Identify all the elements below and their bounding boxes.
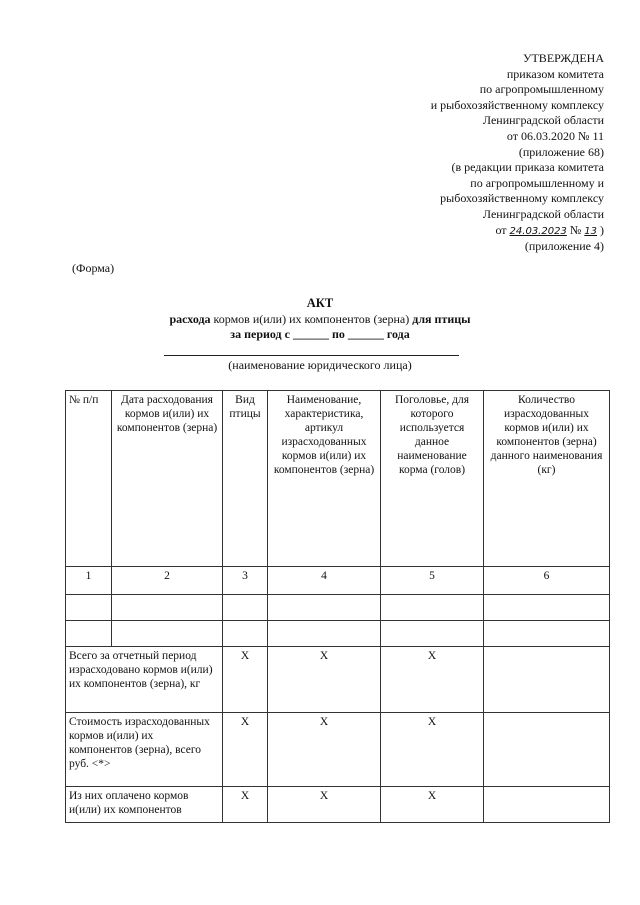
order-line bbox=[344, 223, 604, 240]
header-cell: Поголовье, для которого используется данное наименование корма (голов) bbox=[381, 391, 484, 567]
approval-line: УТВЕРЖДЕНА bbox=[522, 51, 604, 65]
x-mark: X bbox=[268, 713, 381, 787]
subtitle-bold-b: для птицы bbox=[412, 312, 471, 326]
x-mark: X bbox=[381, 647, 484, 713]
summary-label: Всего за отчетный период израсходовано кормов и(или) их компонентов (зерна), кг bbox=[66, 647, 223, 713]
column-number: 6 bbox=[484, 567, 610, 595]
column-number: 4 bbox=[268, 567, 381, 595]
period-line: за период с ______ по ______ года bbox=[230, 327, 410, 341]
x-mark: X bbox=[381, 713, 484, 787]
approval-line: Ленинградской области bbox=[482, 206, 604, 221]
header-cell: Вид птицы bbox=[223, 391, 268, 567]
empty-cell bbox=[484, 621, 610, 647]
empty-row bbox=[66, 621, 610, 647]
empty-cell bbox=[484, 713, 610, 787]
summary-row bbox=[66, 713, 610, 787]
summary-label: Из них оплачено кормов и(или) их компонентов bbox=[66, 787, 223, 823]
subtitle-bold-a: расхода bbox=[169, 312, 211, 326]
approval-line: (в редакции приказа комитета bbox=[451, 160, 604, 175]
header-row bbox=[66, 391, 610, 567]
org-name-underline bbox=[164, 355, 459, 356]
subtitle-normal: кормов и(или) их компонентов (зерна) bbox=[210, 312, 413, 326]
x-mark: X bbox=[268, 647, 381, 713]
empty-cell bbox=[112, 595, 223, 621]
appendix-label: (приложение 4) bbox=[524, 239, 604, 254]
summary-row bbox=[66, 787, 610, 823]
empty-cell bbox=[66, 595, 112, 621]
approval-line: и рыбохозяйственному комплексу bbox=[430, 97, 604, 112]
handwritten-number: 13 bbox=[584, 225, 597, 237]
column-number: 5 bbox=[381, 567, 484, 595]
header-cell: Количество израсходованных кормов и(или) их компонентов (зерна) данного наименования (кг) bbox=[484, 391, 610, 567]
empty-cell bbox=[381, 621, 484, 647]
column-number: 2 bbox=[112, 567, 223, 595]
column-number: 1 bbox=[66, 567, 112, 595]
handwritten-date: 24.03.2023 bbox=[509, 225, 567, 237]
empty-cell bbox=[484, 787, 610, 823]
approval-line: по агропромышленному и bbox=[470, 175, 604, 190]
expense-table bbox=[65, 390, 610, 823]
approval-line: приказом комитета bbox=[506, 66, 604, 81]
form-label: (Форма) bbox=[72, 261, 115, 275]
empty-cell bbox=[223, 621, 268, 647]
empty-cell bbox=[223, 595, 268, 621]
summary-label: Стоимость израсходованных кормов и(или) их компонентов (зерна), всего руб. <*> bbox=[66, 713, 223, 787]
approval-line: от 06.03.2020 № 11 bbox=[506, 128, 604, 143]
empty-cell bbox=[268, 595, 381, 621]
approval-line: по агропромышленному bbox=[479, 82, 604, 97]
empty-cell bbox=[112, 621, 223, 647]
x-mark: X bbox=[381, 787, 484, 823]
column-number: 3 bbox=[223, 567, 268, 595]
empty-cell bbox=[268, 621, 381, 647]
header-cell: № п/п bbox=[66, 391, 112, 567]
document-subtitle bbox=[0, 312, 640, 327]
x-mark: X bbox=[268, 787, 381, 823]
approval-line: Ленинградской области bbox=[482, 113, 604, 128]
org-caption: (наименование юридического лица) bbox=[228, 358, 412, 372]
empty-cell bbox=[66, 621, 112, 647]
header-cell: Наименование, характеристика, артикул израсходованных кормов и(или) их компонентов (зерна) bbox=[268, 391, 381, 567]
approval-line: (приложение 68) bbox=[518, 144, 604, 159]
header-cell: Дата расходования кормов и(или) их компонентов (зерна) bbox=[112, 391, 223, 567]
empty-row bbox=[66, 595, 610, 621]
x-mark: X bbox=[223, 647, 268, 713]
column-number-row bbox=[66, 567, 610, 595]
x-mark: X bbox=[223, 713, 268, 787]
x-mark: X bbox=[223, 787, 268, 823]
order-prefix: от bbox=[495, 222, 507, 237]
order-suffix: ) bbox=[600, 222, 604, 237]
summary-row bbox=[66, 647, 610, 713]
empty-cell bbox=[484, 595, 610, 621]
approval-stamp bbox=[344, 51, 604, 255]
empty-cell bbox=[484, 647, 610, 713]
empty-cell bbox=[381, 595, 484, 621]
approval-line: рыбохозяйственному комплексу bbox=[440, 191, 604, 206]
order-no-label: № bbox=[569, 222, 582, 237]
document-title: АКТ bbox=[306, 296, 334, 310]
